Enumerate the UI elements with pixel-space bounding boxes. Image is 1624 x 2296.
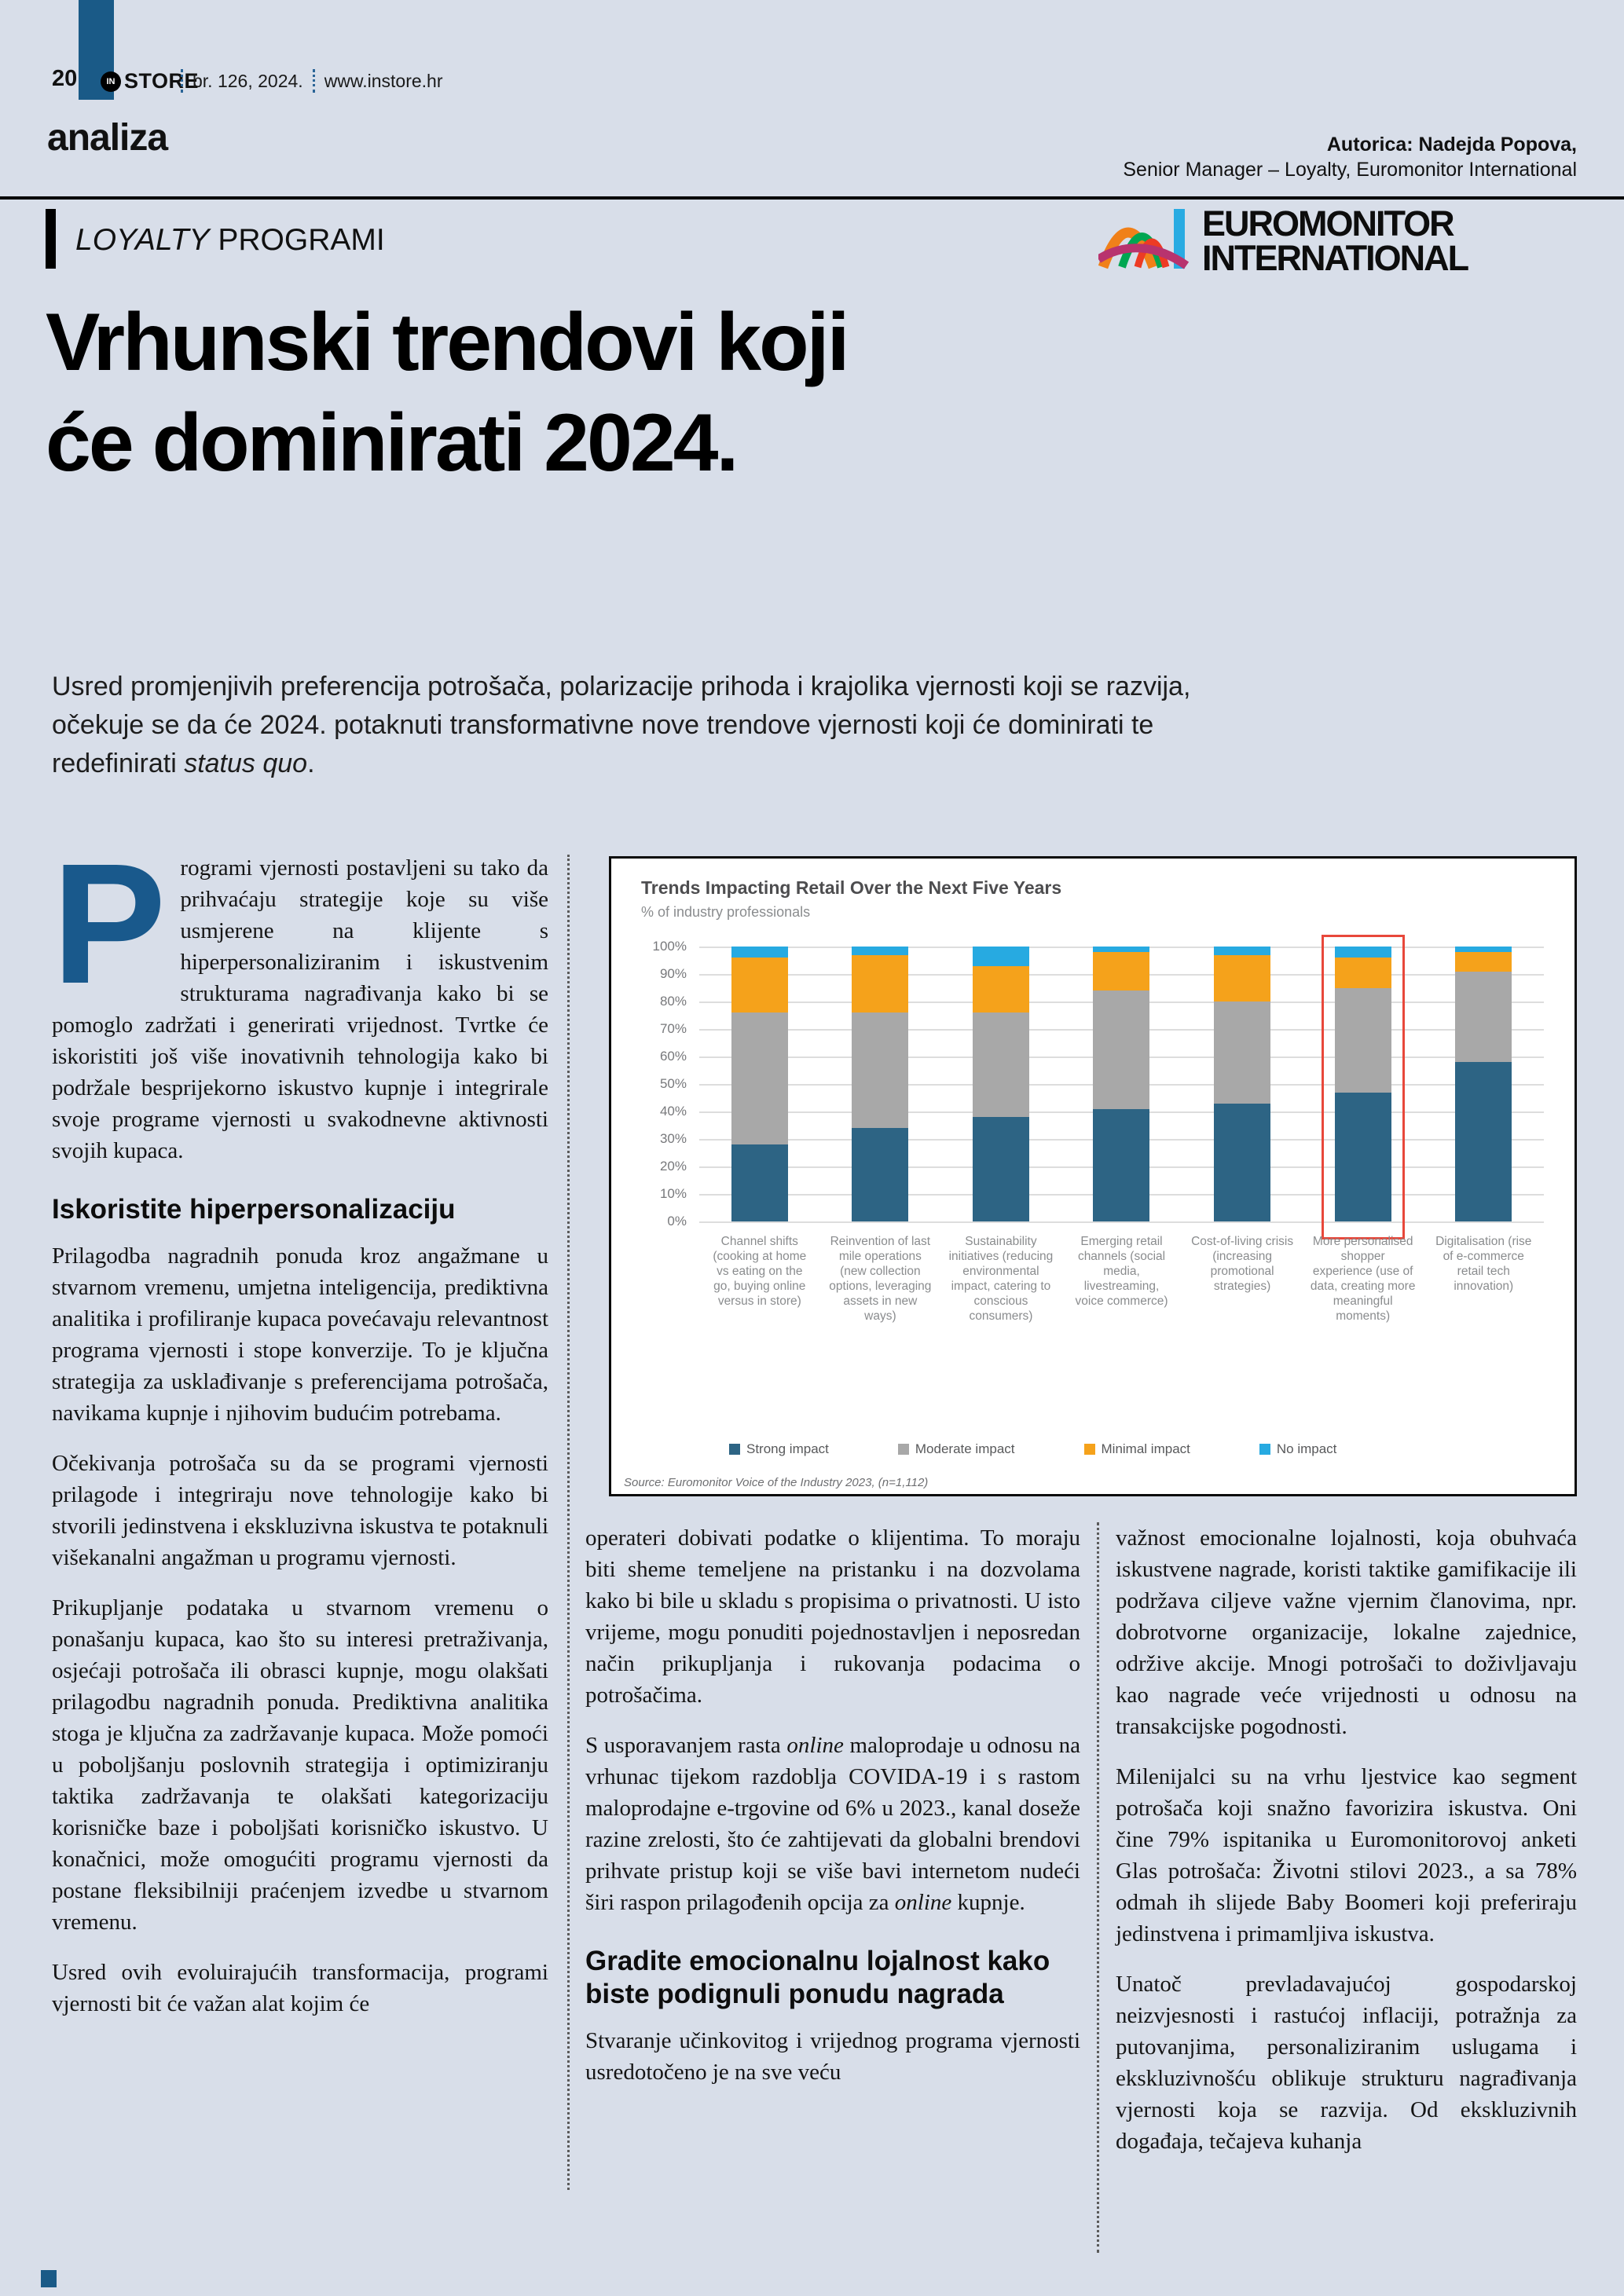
bar-segment	[1093, 991, 1149, 1109]
kicker-bar	[46, 209, 56, 269]
bar-slot	[699, 947, 820, 1221]
bar-segment	[1455, 972, 1512, 1063]
paragraph: Prilagodba nagradnih ponuda kroz angažmane u stvarnom vremenu, umjetna inteligencija, prediktivna analitika i profiliranje kupaca povećavaju relevantnost programa vjernosti i stope konverzije. To je ključna strategija za usklađivanje s preferencijama potrošača, navikama kupnje i njihovim budućim potrebama.	[52, 1243, 548, 1426]
bar-segment	[731, 1144, 788, 1221]
legend-label: Minimal impact	[1101, 1441, 1190, 1456]
bar-segment	[1093, 952, 1149, 991]
bar-segment	[852, 955, 908, 1013]
y-tick-label: 10%	[659, 1186, 687, 1201]
bar-segment	[731, 947, 788, 958]
body-column-2	[585, 1522, 1080, 2107]
dotted-separator	[181, 69, 183, 93]
bar-segment	[1214, 1002, 1270, 1104]
footer-mark	[41, 2270, 57, 2287]
euromonitor-logo	[1098, 204, 1468, 277]
instore-logo-text: STORE	[124, 69, 200, 93]
stacked-bar	[852, 947, 908, 1221]
stacked-bar	[731, 947, 788, 1221]
kicker-loyalty: LOYALTY	[75, 223, 210, 257]
bar-segment	[731, 958, 788, 1013]
bar-segment	[731, 1013, 788, 1144]
article-intro: Usred promjenjivih preferencija potrošača, polarizacije prihoda i krajolika vjernosti koji se razvija, očekuje se da će 2024. potaknuti transformativne nove trendove vjernosti koji će dominirati te redefinirati status quo.	[52, 672, 1191, 778]
category-label: Sustainability initiatives (reducing environmental impact, catering to conscious consumers)	[948, 1235, 1054, 1323]
bar-segment	[973, 1117, 1029, 1221]
drop-cap: P	[52, 829, 167, 1020]
category-label: Digitalisation (rise of e-commerce retail tech innovation)	[1435, 1235, 1532, 1293]
stacked-bar	[973, 947, 1029, 1221]
y-tick-label: 90%	[659, 966, 687, 981]
chart-category-labels	[699, 1234, 1544, 1324]
bar-segment	[852, 1013, 908, 1128]
paragraph: Očekivanja potrošača su da se programi vjernosti prilagode i integriraju nove tehnologije kako bi stvorili jedinstvena i ekskluzivna iskustva te potaknuli višekanalni angažman u programu vjernosti.	[52, 1451, 548, 1570]
y-tick-label: 100%	[652, 939, 687, 954]
chart-subtitle: % of industry professionals	[641, 904, 811, 920]
paragraph	[52, 829, 548, 1166]
author-name: Autorica: Nadejda Popova,	[1326, 134, 1577, 156]
legend-item	[729, 1441, 829, 1457]
legend-swatch	[1084, 1444, 1095, 1455]
paragraph: Unatoč prevladavajućoj gospodarskoj neizvjesnosti i rastućoj inflaciji, potražnja za putovanjima, personaliziranim uslugama i ekskluzivnošću oblikuje strukturu nagrađivanja vjernosti koja se razvija. Od ekskluzivnih događaja, tečajeva kuhanja	[1116, 1972, 1577, 2154]
paragraph: Milenijalci su na vrhu ljestvice kao segment potrošača koji snažno favorizira iskustva. Oni čine 79% ispitanika u Euromonitorovoj anketi Glas potrošača: Životni stilovi 2023., a sa 78% odmah ih slijede Baby Boomeri koji preferiraju jedinstvena i primamljiva iskustva.	[1116, 1764, 1577, 1946]
byline	[1123, 132, 1577, 182]
kicker-programi: PROGRAMI	[209, 223, 385, 257]
masthead-meta	[171, 69, 443, 93]
bar-slot	[820, 947, 941, 1221]
bar-segment	[1455, 1062, 1512, 1221]
euromonitor-logo-text	[1202, 203, 1468, 278]
category-label: Cost-of-living crisis (increasing promotional strategies)	[1191, 1235, 1294, 1293]
legend-item	[898, 1441, 1015, 1457]
body-column-1	[52, 829, 548, 2038]
page-number: 20	[52, 66, 78, 91]
category-label: More personalised shopper experience (use of data, creating more meaningful moments)	[1310, 1235, 1416, 1323]
bar-slot	[1423, 947, 1544, 1221]
bar-segment	[973, 1013, 1029, 1117]
paragraph: operateri dobivati podatke o klijentima. To moraju biti sheme temeljene na pristanku i na dozvolama kako bi bile u skladu s propisima o privatnosti. U isto vrijeme, mogu ponuditi pojednostavljen i neposredan način prikupljanja i rukovanja podacima o potrošačima.	[585, 1525, 1080, 1708]
bar-slot	[940, 947, 1061, 1221]
chart-plot-area	[699, 947, 1544, 1221]
headline-line2: će dominirati 2024.	[46, 397, 737, 489]
legend-swatch	[898, 1444, 909, 1455]
stacked-bar	[1214, 947, 1270, 1221]
website-url: www.instore.hr	[324, 70, 443, 91]
paragraph: Prikupljanje podataka u stvarnom vremenu o ponašanju kupaca, kao što su interesi pretraživanja, osjećaji potrošača ili obrasci kupnje, mogu olakšati prilagodbu nagradnih ponuda. Prediktivna analitika stoga je ključna za zadržavanje kupaca. Može pomoći u poboljšanju poslovnih strategija i optimiziranju taktika zadržavanja te olakšati kategorizaciju korisničke baze i poboljšati korisničko iskustvo. U konačnici, može omogućiti programu vjernosti da postane fleksibilniji praćenjem izvedbe u stvarnom vremenu.	[52, 1595, 548, 1935]
legend-label: Moderate impact	[915, 1441, 1015, 1456]
paragraph: Stvaranje učinkovitog i vrijednog programa vjernosti usredotočeno je na sve veću	[585, 2028, 1080, 2085]
chart-source: Source: Euromonitor Voice of the Industry 2023, (n=1,112)	[624, 1476, 929, 1489]
bar-segment	[1455, 952, 1512, 972]
bar-segment	[1455, 947, 1512, 952]
y-tick-label: 20%	[659, 1159, 687, 1174]
euromonitor-line1: EUROMONITOR	[1202, 203, 1454, 244]
column-divider	[567, 855, 570, 2190]
headline-line1: Vrhunski trendovi koji	[46, 297, 848, 388]
bar-segment	[1214, 947, 1270, 955]
bar-segment	[852, 947, 908, 955]
legend-swatch	[1259, 1444, 1270, 1455]
horizontal-rule	[0, 196, 1624, 200]
paragraph-text: rogrami vjernosti postavljeni su tako da prihvaćaju strategije koje su više usmjerene na klijente s hiperpersonaliziranim i iskustvenim strukturama nagrađivanja kako bi se pomoglo zadržati i generirati vrijednost. Tvrtke će iskoristiti još više inovativnih tehnologija kako bi podržale besprijekorno iskustvo kupnje i integrirale svoje programe vjernosti u svakodnevne aktivnosti svojih kupaca.	[52, 855, 548, 1163]
subheading: Iskoristite hiperpersonalizaciju	[52, 1194, 456, 1225]
paragraph: Usred ovih evoluirajućih transformacija, programi vjernosti bit će važan alat kojim će	[52, 1960, 548, 2016]
paragraph: važnost emocionalne lojalnosti, koja obuhvaća iskustvene nagrade, koristi taktike gamifikacije ili podržava ciljeve važne vjernim članovima, npr. dobrotvorne organizacije, lokalne zajednice, održive akcije. Mnogi potrošači to doživljavaju kao nagrade veće vrijednosti u odnosu na transakcijske pogodnosti.	[1116, 1525, 1577, 1739]
issue-number: br. 126, 2024.	[192, 70, 303, 91]
legend-label: No impact	[1276, 1441, 1337, 1456]
body-column-3	[1116, 1522, 1577, 2176]
bar-segment	[1093, 947, 1149, 952]
paragraph: S usporavanjem rasta online maloprodaje u odnosu na vrhunac tijekom razdoblja COVIDA-19 i s rastom maloprodajne e-trgovine od 6% u 2023., kanal doseže razine zrelosti, što će zahtijevati da globalni brendovi prihvate pristup koji se više bavi internetom nudeći širi raspon prilagođenih opcija za online kupnje.	[585, 1733, 1080, 1915]
chart-y-axis	[611, 939, 691, 1229]
category-label: Emerging retail channels (social media, livestreaming, voice commerce)	[1075, 1235, 1168, 1308]
kicker	[75, 223, 385, 258]
legend-item	[1084, 1441, 1190, 1457]
legend-item	[1259, 1441, 1337, 1457]
bar-segment	[1093, 1109, 1149, 1222]
euromonitor-line2: INTERNATIONAL	[1202, 237, 1468, 278]
bar-segment	[1214, 1104, 1270, 1222]
bar-segment	[852, 1128, 908, 1221]
gridline	[699, 1221, 1544, 1223]
category-label: Channel shifts (cooking at home vs eating on the go, buying online versus in store)	[713, 1235, 807, 1308]
legend-swatch	[729, 1444, 740, 1455]
y-tick-label: 0%	[667, 1214, 687, 1229]
legend-label: Strong impact	[746, 1441, 829, 1456]
dotted-separator	[313, 69, 315, 93]
instore-in-circle-icon: IN	[101, 71, 121, 92]
bar-slot	[1061, 947, 1182, 1221]
highlight-box	[1322, 935, 1405, 1240]
stacked-bar	[1455, 947, 1512, 1221]
author-role: Senior Manager – Loyalty, Euromonitor International	[1123, 159, 1577, 181]
bar-slot	[1182, 947, 1303, 1221]
chart-title: Trends Impacting Retail Over the Next Five Years	[641, 877, 1062, 898]
chart-panel	[609, 856, 1577, 1496]
bar-segment	[973, 966, 1029, 1013]
stacked-bar	[1093, 947, 1149, 1221]
article-headline	[46, 292, 847, 493]
y-tick-label: 80%	[659, 994, 687, 1009]
y-tick-label: 70%	[659, 1021, 687, 1036]
bar-segment	[1214, 955, 1270, 1002]
category-label: Reinvention of last mile operations (new collection options, leveraging assets in new ways)	[829, 1235, 932, 1323]
section-title: analiza	[47, 117, 168, 159]
euromonitor-arches-icon	[1098, 204, 1191, 277]
y-tick-label: 30%	[659, 1131, 687, 1146]
y-tick-label: 40%	[659, 1104, 687, 1119]
y-tick-label: 60%	[659, 1049, 687, 1064]
bar-segment	[973, 947, 1029, 966]
chart-legend	[729, 1441, 1336, 1457]
column-divider	[1097, 1522, 1099, 2253]
subheading: Gradite emocionalnu lojalnost kako biste podignuli ponudu nagrada	[585, 1946, 1050, 2009]
y-tick-label: 50%	[659, 1076, 687, 1091]
